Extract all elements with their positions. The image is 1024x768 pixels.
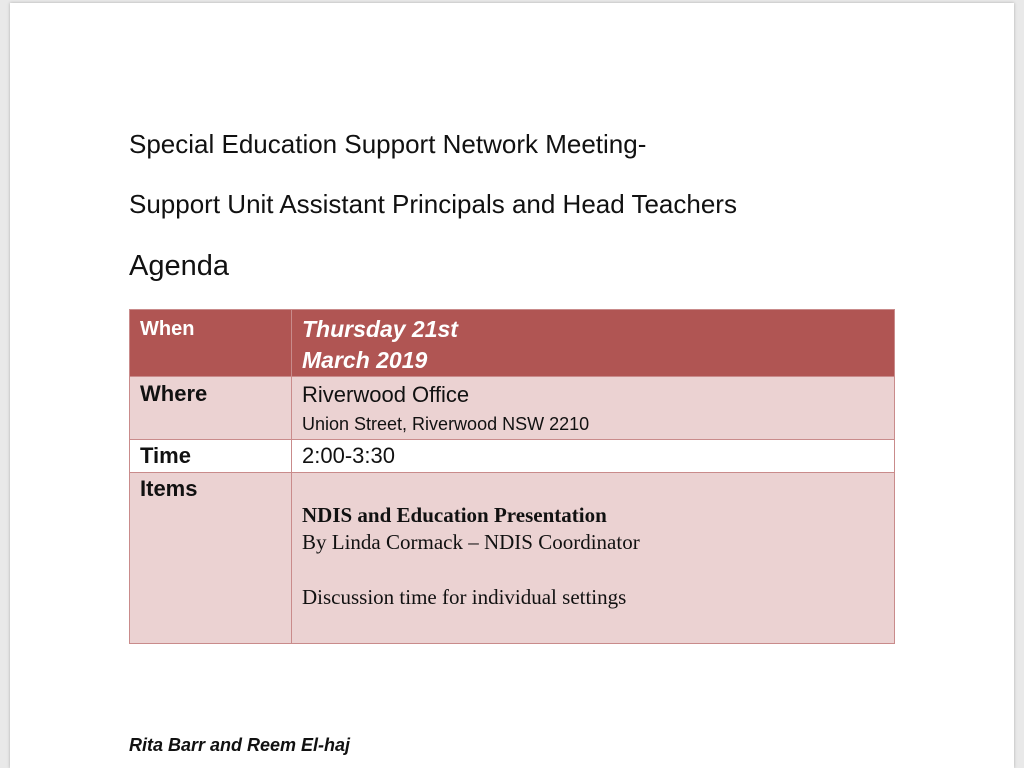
when-label-cell [130, 310, 292, 377]
where-value-cell [292, 377, 895, 440]
table-row-when [130, 310, 895, 377]
table-row-items [130, 473, 895, 644]
time-value: 2:00-3:30 [302, 443, 395, 468]
meeting-title: Special Education Support Network Meeting- [129, 129, 647, 159]
document-page [10, 3, 1014, 768]
when-label: When [140, 318, 195, 340]
agenda-table [129, 309, 895, 644]
when-value-cell [292, 310, 895, 377]
when-date-line2: March 2019 [302, 347, 428, 373]
time-value-cell [292, 440, 895, 473]
agenda-heading: Agenda [129, 250, 229, 282]
time-label-cell [130, 440, 292, 473]
when-date-line1: Thursday 21st [302, 316, 458, 342]
table-row-where [130, 377, 895, 440]
time-label: Time [140, 443, 191, 468]
items-label: Items [140, 476, 198, 501]
item-presentation-title: NDIS and Education Presentation [302, 503, 607, 527]
where-label: Where [140, 381, 208, 406]
item-presentation-presenter: By Linda Cormack – NDIS Coordinator [302, 530, 640, 554]
meeting-subtitle: Support Unit Assistant Principals and Head Teachers [129, 189, 737, 219]
items-value-cell [292, 473, 895, 644]
where-venue: Riverwood Office [302, 382, 470, 407]
item-discussion: Discussion time for individual settings [302, 585, 627, 609]
items-label-cell [130, 473, 292, 644]
footer-authors: Rita Barr and Reem El-haj [129, 735, 351, 755]
where-address: Union Street, Riverwood NSW 2210 [302, 414, 590, 434]
table-row-time [130, 440, 895, 473]
where-label-cell [130, 377, 292, 440]
